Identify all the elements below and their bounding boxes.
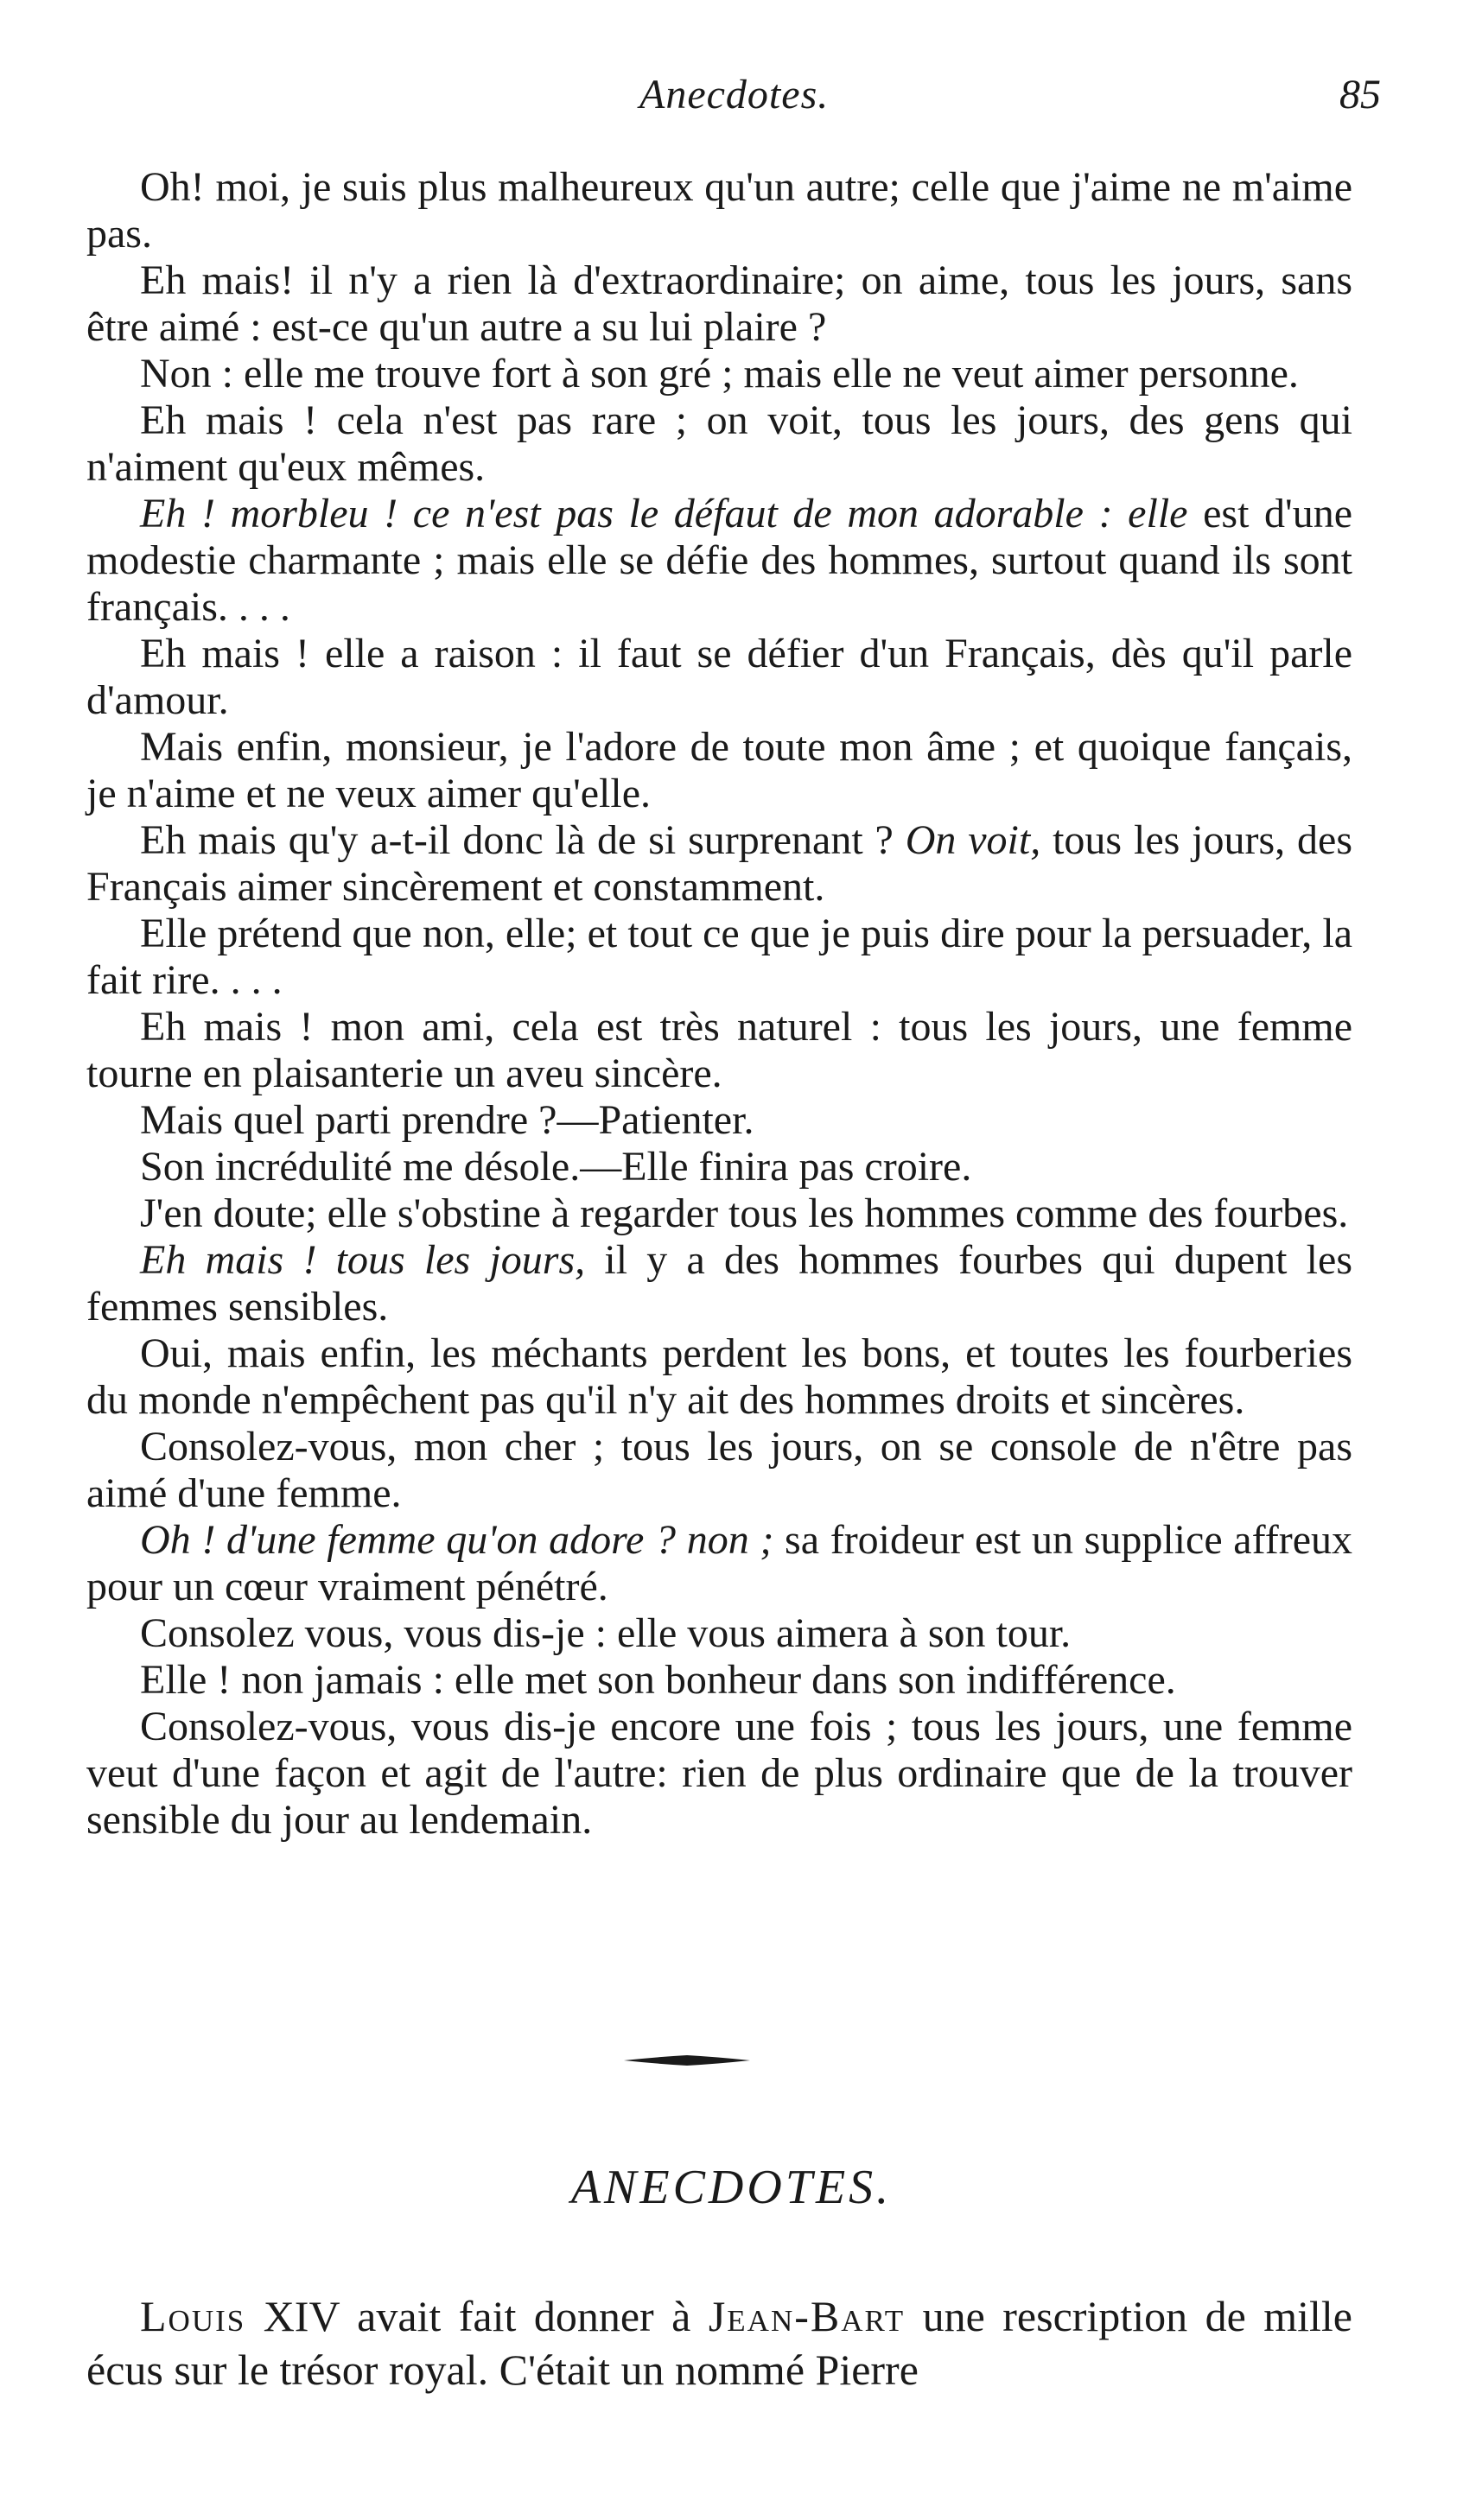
anecdote-text [86,2289,1352,2396]
paragraph [86,2289,1352,2396]
paragraph: Son incrédulité me désole.—Elle finira pas croire. [140,1144,972,1190]
paragraph: Eh mais ! cela n'est pas rare ; on voit, tous les jours, des gens qui n'aiment qu'eux mêmes. [86,397,1352,490]
paragraph: Consolez-vous, vous dis-je encore une fois ; tous les jours, une femme veut d'une façon et agit de l'autre: rien de plus ordinaire que de la trouver sensible du jour au lendemain. [86,1704,1352,1843]
running-title: Anecdotes. [639,72,830,117]
page-number: 85 [1339,72,1381,117]
paragraph-text: une rescription de mille écus sur le trésor royal. C'était un nommé Pierre [86,2292,1352,2394]
paragraph-text: tous les jours, des Français aimer sincèrement et constamment. [86,817,1353,910]
paragraph [86,1237,1352,1330]
paragraph-text: XIV avait fait donner à [245,2292,709,2340]
section-title: ANECDOTES. [570,2161,893,2214]
paragraph-text: est d'une modestie charmante ; mais elle se défie des hommes, surtout quand ils sont français. . . . [86,491,1352,630]
paragraph: Consolez vous, vous dis-je : elle vous aimera à son tour. [140,1610,1072,1656]
paragraph: Consolez-vous, mon cher ; tous les jours, on se console de n'être pas aimé d'une femme. [86,1424,1352,1516]
paragraph: Elle ! non jamais : elle met son bonheur dans son indifférence. [140,1657,1176,1703]
paragraph: Mais quel parti prendre ?—Patienter. [140,1097,754,1143]
italic-text: Oh ! d'une femme qu'on adore ? non ; [140,1517,774,1563]
paragraph-text: Eh mais qu'y a-t-il donc là de si surprenant ? [140,817,906,863]
paragraph: Mais enfin, monsieur, je l'adore de toute mon âme ; et quoique fançais, je n'aime et ne veux aimer qu'elle. [86,724,1352,816]
paragraph [86,491,1352,631]
paragraph: Eh mais ! mon ami, cela est très naturel : tous les jours, une femme tourne en plaisanterie un aveu sincère. [86,1004,1352,1096]
paragraph: Eh mais! il n'y a rien là d'extraordinaire; on aime, tous les jours, sans être aimé : est-ce qu'un autre a su lui plaire ? [86,257,1352,350]
italic-text: On voit, [905,817,1041,863]
small-caps-text: Louis [140,2292,246,2340]
paragraph: J'en doute; elle s'obstine à regarder tous les hommes comme des fourbes. [140,1190,1349,1236]
small-caps-name: Jean-Bart [708,2292,906,2340]
paragraph: Oui, mais enfin, les méchants perdent les bons, et toutes les fourberies du monde n'empêchent pas qu'il n'y ait des hommes droits et sincères. [86,1330,1352,1423]
italic-text: Eh mais ! tous les jours, [140,1237,586,1283]
paragraph-text: sa froideur est un supplice affreux pour un cœur vraiment pénétré. [86,1517,1352,1609]
running-head [0,71,1463,123]
paragraph-text: il y a des hommes fourbes qui dupent les femmes sensibles. [86,1237,1353,1330]
paragraph: Elle prétend que non, elle; et tout ce que je puis dire pour la persuader, la fait rire. . . . [86,911,1352,1003]
paragraph: Oh! moi, je suis plus malheureux qu'un autre; celle que j'aime ne m'aime pas. [86,164,1352,257]
paragraph: Non : elle me trouve fort à son gré ; mais elle ne veut aimer personne. [140,351,1299,397]
ornament-rule-icon [622,2052,752,2069]
paragraph: Eh mais ! elle a raison : il faut se défier d'un Français, dès qu'il parle d'amour. [86,631,1352,723]
paragraph [86,817,1352,911]
italic-text: Eh ! morbleu ! ce n'est pas le défaut de mon adorable : elle [140,491,1188,536]
paragraph [86,1517,1352,1610]
dialogue-text [86,164,1352,1844]
